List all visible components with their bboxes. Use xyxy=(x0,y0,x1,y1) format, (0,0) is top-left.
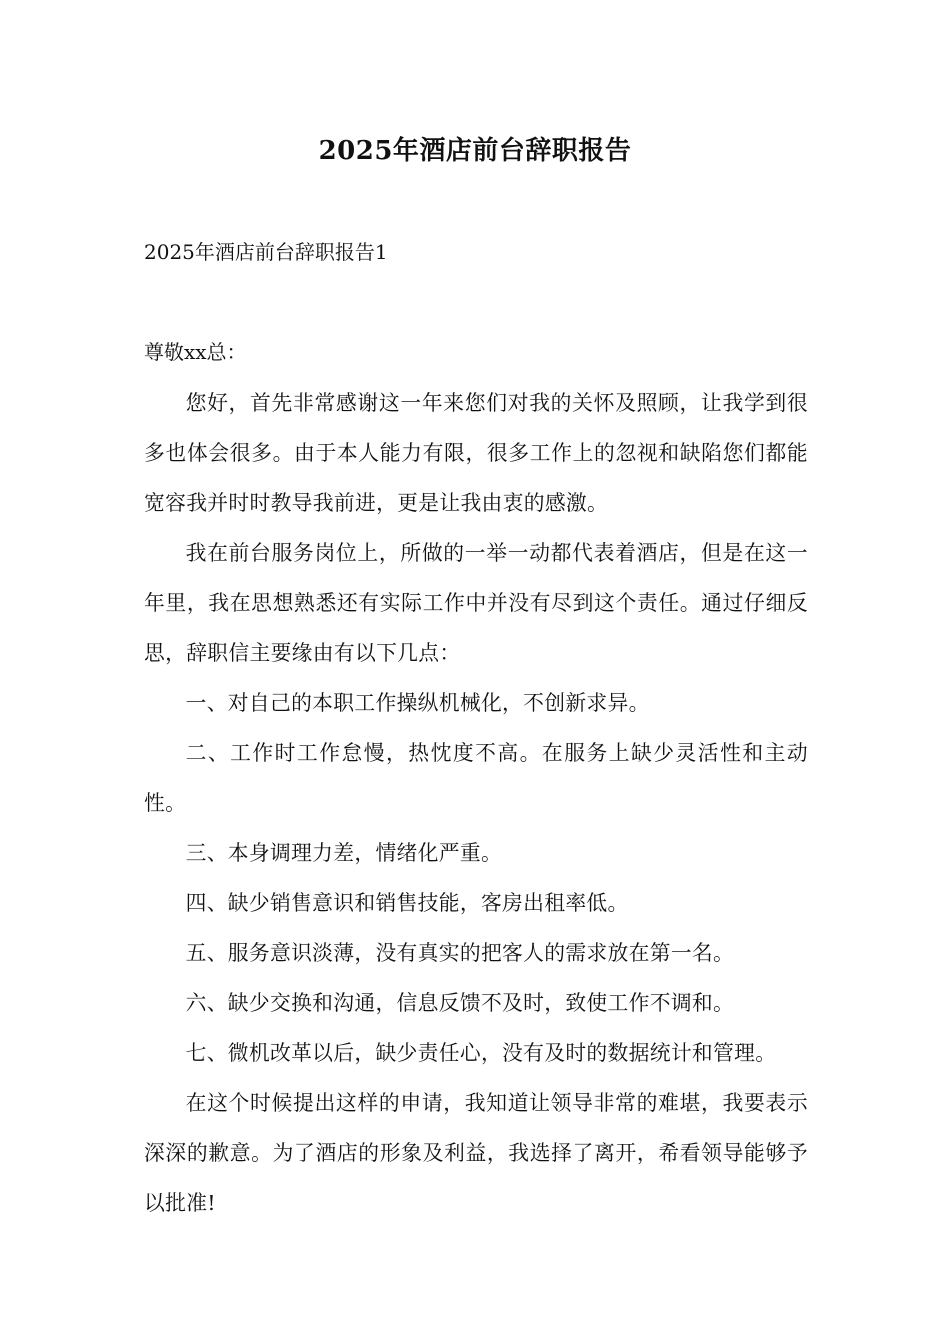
paragraph-reflection: 我在前台服务岗位上，所做的一举一动都代表着酒店，但是在这一年里，我在思想熟悉还有实际工作中并没有尽到这个责任。通过仔细反思，辞职信主要缘由有以下几点： xyxy=(144,541,808,665)
reason-item-4: 四、缺少销售意识和销售技能，客房出租率低。 xyxy=(185,891,629,915)
letter-body xyxy=(144,378,808,1228)
reason-item-5: 五、服务意识淡薄，没有真实的把客人的需求放在第一名。 xyxy=(185,941,735,965)
reason-item-1: 一、对自己的本职工作操纵机械化，不创新求异。 xyxy=(185,691,650,715)
paragraph-closing: 在这个时候提出这样的申请，我知道让领导非常的难堪，我要表示深深的歉意。为了酒店的形象及利益，我选择了离开，希看领导能够予以批准! xyxy=(144,1091,808,1215)
salutation: 尊敬xx总： xyxy=(144,340,247,364)
reason-item-6: 六、缺少交换和沟通，信息反馈不及时，致使工作不调和。 xyxy=(185,991,735,1015)
reason-item-3: 三、本身调理力差，情绪化严重。 xyxy=(185,841,503,865)
document-title: 2025年酒店前台辞职报告 xyxy=(318,136,632,166)
paragraph-greeting: 您好，首先非常感谢这一年来您们对我的关怀及照顾，让我学到很多也体会很多。由于本人能力有限，很多工作上的忽视和缺陷您们都能宽容我并时时教导我前进，更是让我由衷的感激。 xyxy=(144,391,808,515)
reason-item-7: 七、微机改革以后，缺少责任心，没有及时的数据统计和管理。 xyxy=(185,1041,777,1065)
document-subtitle: 2025年酒店前台辞职报告1 xyxy=(144,240,388,264)
reason-item-2: 二、工作时工作怠慢，热忱度不高。在服务上缺少灵活性和主动性。 xyxy=(144,741,808,815)
